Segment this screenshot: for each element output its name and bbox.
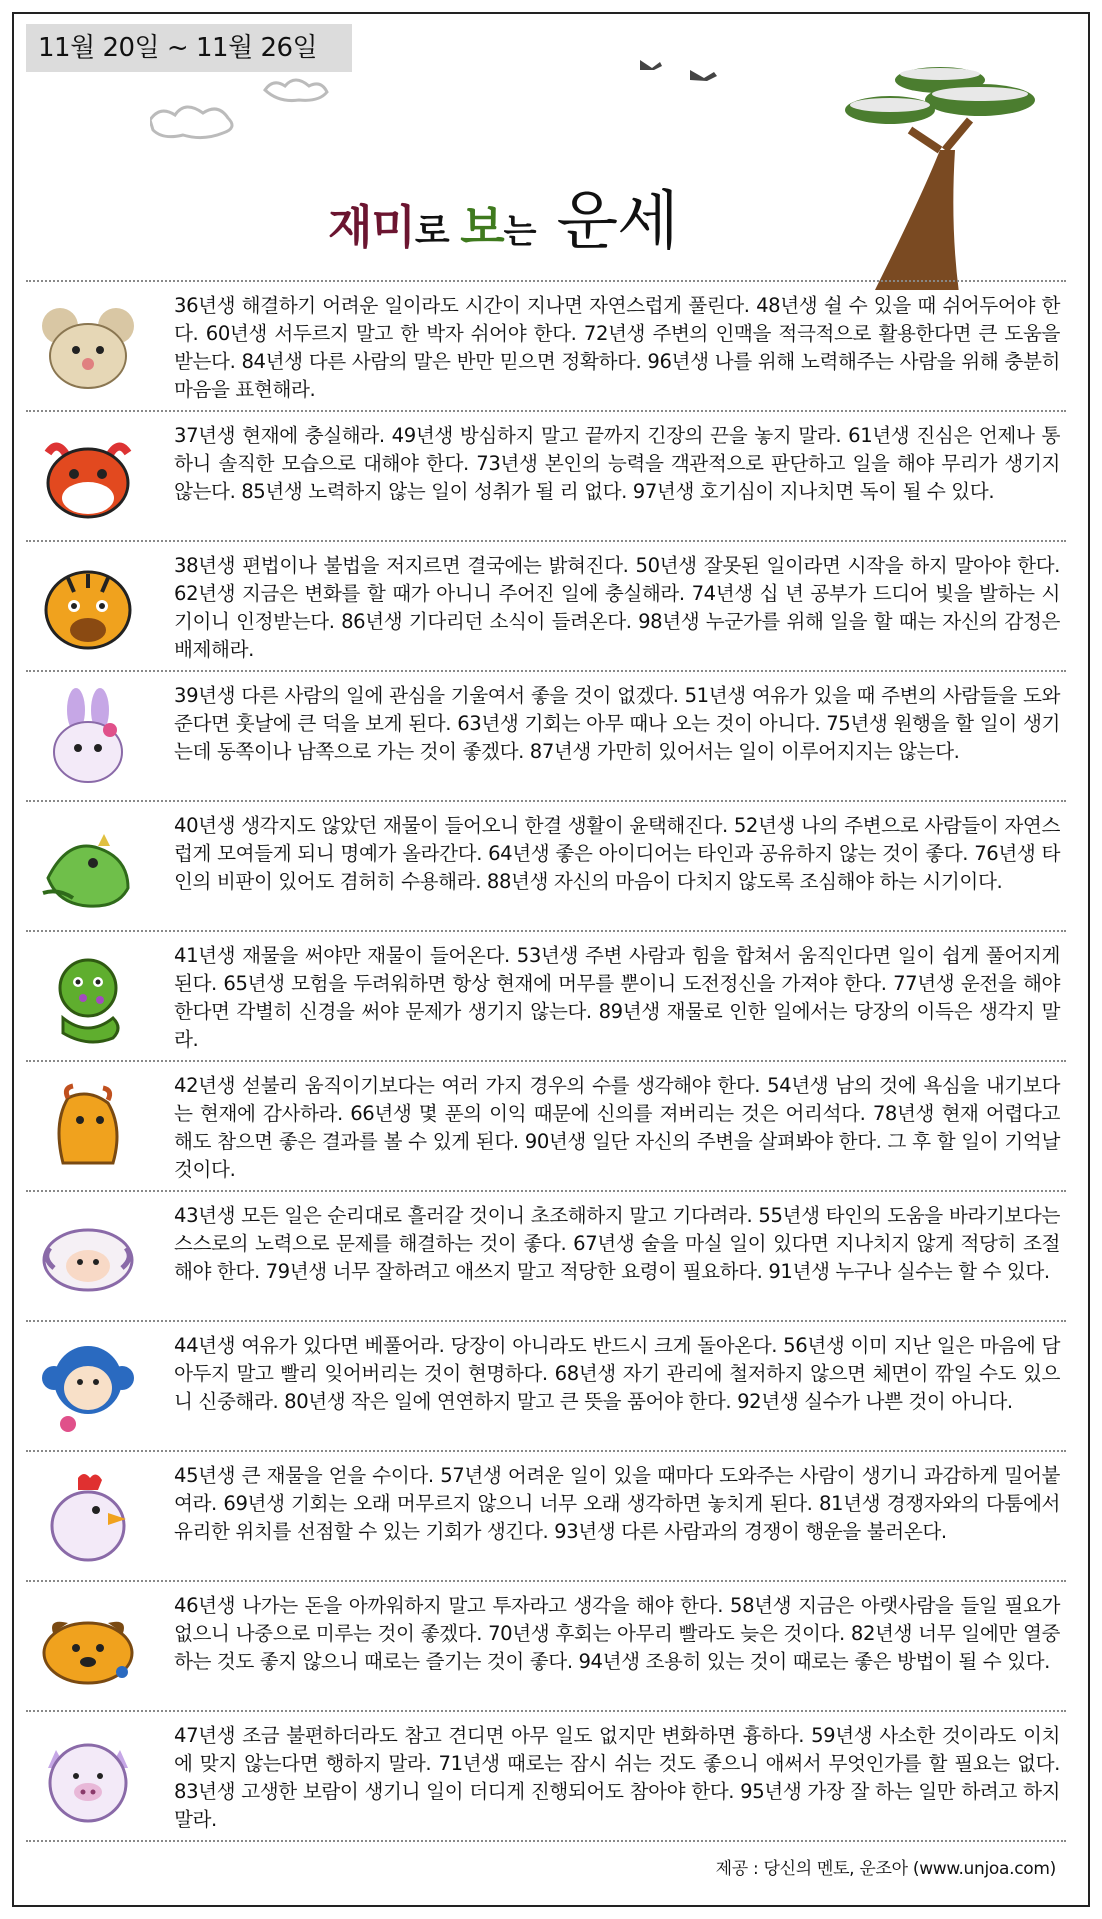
title-part-2: 로	[414, 211, 461, 252]
rooster-icon	[38, 1468, 138, 1568]
rat-icon	[38, 298, 138, 398]
fortune-text: 39년생 다른 사람의 일에 관심을 기울여서 좋을 것이 없겠다. 51년생 여유가 있을 때 주변의 사람들을 도와준다면 훗날에 큰 덕을 보게 된다. 63년생 기회는 아무 때나 오는 것이 아니다. 75년생 원행을 할 일이 생기는데 동쪽이나 남쪽으로 가는 것이 좋겠다. 87년생 가만히 있어서는 일이 이루어지지는 않는다.	[174, 684, 1060, 763]
dog-icon	[38, 1598, 138, 1698]
fortune-entry-sheep	[26, 1190, 1066, 1320]
fortune-entry-tiger	[26, 540, 1066, 670]
fortune-entry-pig	[26, 1710, 1066, 1840]
monkey-icon	[38, 1338, 138, 1438]
snake-icon	[38, 948, 138, 1048]
title-part-5: 운세	[556, 185, 678, 259]
fortune-entry-ox	[26, 410, 1066, 540]
fortune-text: 47년생 조금 불편하더라도 참고 견디면 아무 일도 없지만 변화하면 흉하다. 59년생 사소한 것이라도 이치에 맞지 않는다면 행하지 말라. 71년생 때로는 잠시 쉬는 것도 좋으니 애써서 무엇인가를 할 필요는 없다. 83년생 고생한 보람이 생기니 일이 더디게 진행되어도 참아야 한다. 95년생 가장 잘 하는 일만 하려고 하지 말라.	[174, 1724, 1060, 1831]
fortune-entry-horse	[26, 1060, 1066, 1190]
cloud-icon	[150, 80, 327, 138]
fortune-text: 43년생 모든 일은 순리대로 흘러갈 것이니 초조해하지 말고 기다려라. 55년생 타인의 도움을 바라기보다는 스스로의 노력으로 문제를 해결하는 것이 좋다. 67년생 술을 마실 일이 있다면 지나치지 않게 적당히 조절해야 한다. 79년생 너무 잘하려고 애쓰지 말고 적당한 요령이 필요하다. 91년생 누구나 실수는 할 수 있다.	[174, 1204, 1060, 1283]
fortune-entry-dog	[26, 1580, 1066, 1710]
fortune-text: 40년생 생각지도 않았던 재물이 들어오니 한결 생활이 윤택해진다. 52년생 나의 주변으로 사람들이 자연스럽게 모여들게 되니 명예가 올라간다. 64년생 좋은 아이디어는 타인과 공유하지 않는 것이 좋다. 76년생 타인의 비판이 있어도 겸허히 수용해라. 88년생 자신의 마음이 다치지 않도록 조심해야 하는 시기이다.	[174, 814, 1060, 893]
title-part-1: 재미	[328, 200, 415, 254]
fortune-text: 42년생 섣불리 움직이기보다는 여러 가지 경우의 수를 생각해야 한다. 54년생 남의 것에 욕심을 내기보다는 현재에 감사하라. 66년생 몇 푼의 이익 때문에 신의를 져버리는 것은 어리석다. 78년생 현재 어렵다고 해도 참으면 좋은 결과를 볼 수 있게 된다. 90년생 일단 자신의 주변을 살펴봐야 한다. 그 후 할 일이 기억날 것이다.	[174, 1074, 1060, 1181]
sheep-icon	[38, 1208, 138, 1308]
page-title	[328, 170, 678, 262]
fortune-text: 36년생 해결하기 어려운 일이라도 시간이 지나면 자연스럽게 풀린다. 48년생 쉴 수 있을 때 쉬어두어야 한다. 60년생 서두르지 말고 한 박자 쉬어야 한다. 72년생 주변의 인맥을 적극적으로 활용한다면 큰 도움을 받는다. 84년생 다른 사람의 말은 반만 믿으면 정확하다. 96년생 나를 위해 노력해주는 사람을 위해 충분히 마음을 표현해라.	[174, 294, 1060, 401]
fortune-text: 37년생 현재에 충실해라. 49년생 방심하지 말고 끝까지 긴장의 끈을 놓지 말라. 61년생 진심은 언제나 통하니 솔직한 모습으로 대해야 한다. 73년생 본인의 능력을 객관적으로 판단하고 일을 해야 무리가 생기지 않는다. 85년생 노력하지 않는 일이 성취가 될 리 없다. 97년생 호기심이 지나치면 독이 될 수 있다.	[174, 424, 1060, 503]
title-part-4: 는	[503, 212, 547, 252]
fortune-entry-snake	[26, 930, 1066, 1060]
date-range-label: 11월 20일 ~ 11월 26일	[26, 24, 352, 72]
fortune-text: 44년생 여유가 있다면 베풀어라. 당장이 아니라도 반드시 크게 돌아온다. 56년생 이미 지난 일은 마음에 담아두지 말고 빨리 잊어버리는 것이 현명하다. 68년생 자기 관리에 철저하지 않으면 체면이 깎일 수도 있으니 신중해라. 80년생 작은 일에 연연하지 말고 큰 뜻을 품어야 한다. 92년생 실수가 나쁜 것이 아니다.	[174, 1334, 1060, 1413]
fortune-entry-monkey	[26, 1320, 1066, 1450]
fortune-text: 41년생 재물을 써야만 재물이 들어온다. 53년생 주변 사람과 힘을 합쳐서 움직인다면 일이 쉽게 풀어지게 된다. 65년생 모험을 두려워하면 항상 현재에 머무를 뿐이니 도전정신을 가져야 한다. 77년생 운전을 해야 한다면 각별히 신경을 써야 문제가 생기지 않는다. 89년생 재물로 인한 일에서는 당장의 이득은 생각지 말라.	[174, 944, 1060, 1051]
fortune-entry-dragon	[26, 800, 1066, 930]
dragon-icon	[38, 818, 138, 918]
credit-row	[26, 1840, 1066, 1892]
pine-tree-icon	[845, 67, 1035, 290]
fortune-text: 45년생 큰 재물을 얻을 수이다. 57년생 어려운 일이 있을 때마다 도와주는 사람이 생기니 과감하게 밀어붙여라. 69년생 기회는 오래 머무르지 않으니 너무 오래 생각하면 놓치게 된다. 81년생 경쟁자와의 다툼에서 유리한 위치를 선점할 수 있는 기회가 생긴다. 93년생 다른 사람과의 경쟁이 행운을 불러온다.	[174, 1464, 1060, 1543]
fortune-text: 38년생 편법이나 불법을 저지르면 결국에는 밝혀진다. 50년생 잘못된 일이라면 시작을 하지 말아야 한다. 62년생 지금은 변화를 할 때가 아니니 주어진 일에 충실해라. 74년생 십 년 공부가 드디어 빛을 발하는 시기이니 인정받는다. 86년생 기다리던 소식이 들려온다. 98년생 누군가를 위해 일을 할 때는 자신의 감정은 배제해라.	[174, 554, 1060, 661]
rabbit-icon	[38, 688, 138, 788]
credit-text: 제공 : 당신의 멘토, 운조아 (www.unjoa.com)	[715, 1859, 1056, 1879]
fortune-entry-rat	[26, 280, 1066, 410]
horse-icon	[38, 1078, 138, 1178]
bird-icon	[640, 60, 717, 81]
title-part-3: 보	[460, 200, 504, 254]
fortune-list	[26, 280, 1066, 1840]
fortune-entry-rooster	[26, 1450, 1066, 1580]
tiger-icon	[38, 558, 138, 658]
fortune-entry-rabbit	[26, 670, 1066, 800]
ox-icon	[38, 428, 138, 528]
fortune-text: 46년생 나가는 돈을 아까워하지 말고 투자라고 생각을 해야 한다. 58년생 지금은 아랫사람을 들일 필요가 없으니 나중으로 미루는 것이 좋겠다. 70년생 후회는 아무리 빨라도 늦은 것이다. 82년생 너무 일에만 열중하는 것도 좋지 않으니 때로는 즐기는 것이 좋다. 94년생 조용히 있는 것이 때로는 좋은 방법이 될 수 있다.	[174, 1594, 1060, 1673]
pig-icon	[38, 1728, 138, 1828]
